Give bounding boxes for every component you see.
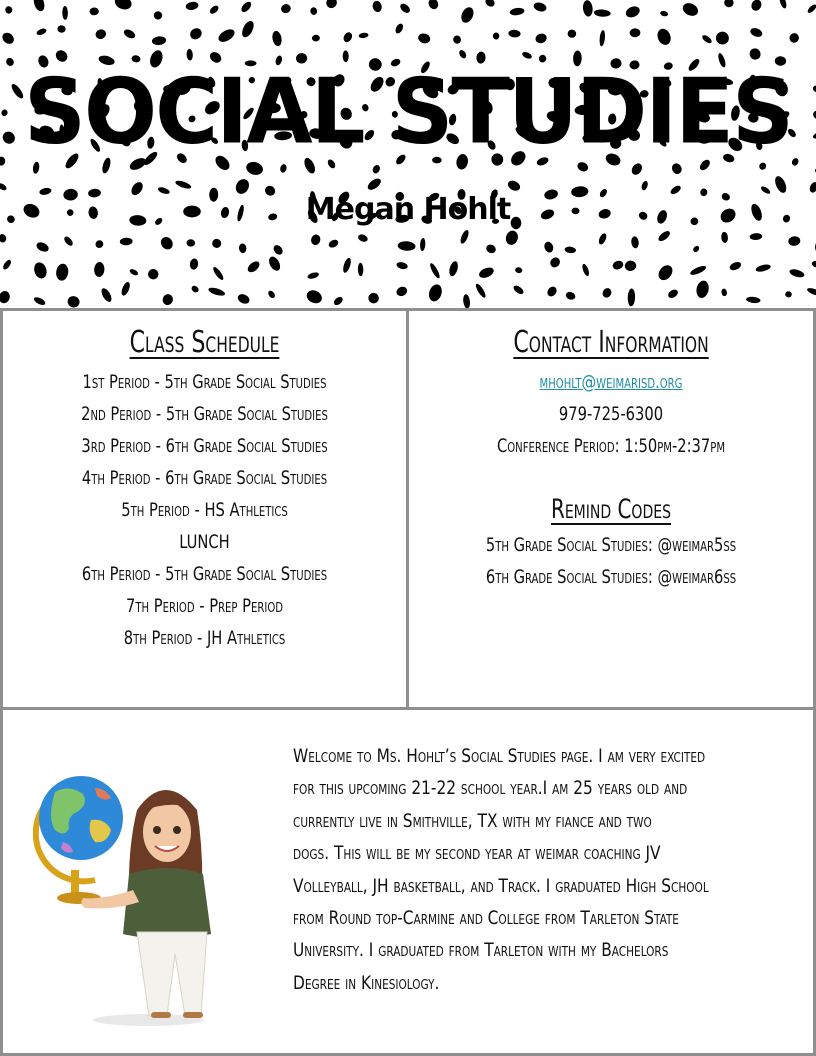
pattern-spot — [372, 0, 383, 13]
pattern-spot — [342, 31, 354, 44]
pattern-spot — [129, 268, 139, 277]
remind-codes-heading: Remind Codes — [550, 494, 672, 525]
pattern-spot — [366, 291, 381, 305]
pattern-spot — [397, 241, 415, 252]
schedule-item: 2nd Period - 5th Grade Social Studies — [81, 403, 328, 425]
pattern-spot — [597, 232, 607, 245]
pattern-spot — [681, 1, 701, 19]
pattern-spot — [2, 259, 13, 271]
pattern-spot — [721, 232, 729, 244]
pattern-spot — [280, 3, 292, 14]
pattern-spot — [493, 32, 500, 39]
pattern-spot — [601, 287, 613, 300]
page-title: SOCIAL STUDIES — [24, 59, 792, 165]
pattern-spot — [660, 10, 669, 17]
pattern-spot — [305, 288, 325, 306]
pattern-spot — [208, 286, 226, 297]
pattern-spot — [158, 235, 175, 252]
pattern-spot — [327, 238, 339, 249]
pattern-spot — [399, 2, 412, 15]
pattern-spot — [420, 238, 426, 251]
schedule-item: 4th Period - 6th Grade Social Studies — [81, 467, 328, 489]
pattern-spot — [594, 9, 611, 17]
pattern-spot — [533, 1, 548, 13]
pattern-spot — [755, 263, 771, 273]
pattern-spot — [236, 292, 251, 305]
pattern-spot — [548, 255, 562, 269]
bio-line: for this upcoming 21-22 school year.I am 25 years old and — [293, 777, 688, 800]
pattern-spot — [509, 7, 525, 16]
pattern-spot — [32, 0, 46, 12]
pattern-spot — [417, 32, 431, 45]
pattern-spot — [427, 283, 444, 303]
pattern-spot — [185, 1, 199, 11]
pattern-spot — [395, 285, 409, 298]
pattern-spot — [271, 30, 283, 47]
bio-paragraph — [293, 740, 788, 999]
schedule-item: 8th Period - JH Athletics — [123, 627, 286, 649]
pattern-spot — [749, 233, 762, 241]
pattern-spot — [267, 289, 276, 299]
bio-line: Degree in Kinesiology. — [293, 971, 440, 994]
pattern-spot — [629, 28, 640, 37]
pattern-spot — [120, 281, 132, 297]
pattern-spot — [788, 32, 800, 45]
pattern-spot — [655, 27, 673, 47]
pattern-spot — [312, 34, 321, 41]
pattern-spot — [788, 236, 801, 247]
schedule-item: LUNCH — [179, 531, 230, 553]
pattern-spot — [582, 0, 593, 17]
pattern-spot — [307, 271, 320, 280]
pattern-spot — [210, 237, 223, 250]
pattern-spot — [462, 294, 470, 308]
pattern-spot — [62, 6, 68, 20]
pattern-spot — [240, 0, 253, 14]
pattern-spot — [188, 26, 204, 42]
phone-number: 979-725-6300 — [558, 403, 664, 425]
pattern-spot — [713, 29, 731, 47]
pattern-spot — [151, 36, 166, 46]
pattern-spot — [749, 27, 763, 39]
pattern-spot — [506, 179, 522, 193]
bio-line: Welcome to Ms. Hohlt’s Social Studies page. I am very excited — [293, 745, 706, 767]
pattern-spot — [778, 0, 787, 9]
pattern-spot — [122, 28, 136, 40]
pattern-spot — [750, 0, 763, 12]
pattern-spot — [186, 239, 195, 247]
pattern-spot — [358, 32, 368, 39]
pattern-spot — [153, 11, 163, 20]
schedule-item: 5th Period - HS Athletics — [121, 499, 288, 521]
pattern-spot — [627, 288, 635, 306]
pattern-spot — [667, 288, 680, 300]
pattern-spot — [567, 29, 576, 38]
contact-information-heading: Contact Information — [513, 325, 709, 360]
schedule-item: 6th Period - 5th Grade Social Studies — [81, 563, 328, 585]
pattern-spot — [545, 285, 558, 299]
pattern-spot — [36, 27, 48, 36]
pattern-spot — [624, 4, 641, 19]
pattern-spot — [695, 279, 710, 299]
email-link[interactable]: mhohlt@weimarisd.org — [539, 371, 683, 393]
pattern-spot — [120, 237, 133, 245]
remind-code: 5th Grade Social Studies: @weimar5ss — [485, 534, 737, 556]
pattern-spot — [459, 5, 476, 25]
pattern-spot — [99, 287, 113, 304]
pattern-spot — [161, 293, 175, 307]
pattern-spot — [358, 263, 364, 276]
teacher-avatar — [33, 750, 243, 1030]
pattern-spot — [543, 240, 555, 253]
pattern-spot — [366, 176, 383, 192]
pattern-spot — [656, 263, 676, 283]
pattern-spot — [332, 295, 344, 306]
pattern-spot — [429, 262, 442, 279]
bio-line: currently live in Smithville, TX with my fiance and two — [293, 809, 652, 832]
bio-line: University. I graduated from Tarleton with my Bachelors — [293, 939, 669, 962]
teacher-name: Megan Hohlt — [305, 192, 511, 227]
pattern-spot — [63, 235, 75, 247]
pattern-spot — [0, 233, 7, 243]
pattern-spot — [146, 267, 161, 282]
pattern-spot — [728, 260, 742, 271]
schedule-list — [3, 366, 406, 654]
pattern-spot — [806, 3, 816, 14]
pattern-spot — [564, 246, 576, 254]
pattern-spot — [325, 0, 339, 10]
pattern-spot — [310, 233, 322, 246]
pattern-spot — [484, 0, 497, 8]
pattern-spot — [35, 240, 50, 253]
contact-information-panel — [406, 308, 816, 710]
bio-line: dogs. This will be my second year at weimar coaching JV — [293, 842, 661, 865]
pattern-spot — [512, 284, 525, 296]
email-row — [437, 366, 784, 398]
pattern-spot — [721, 288, 728, 296]
pattern-spot — [208, 4, 220, 15]
pattern-spot — [174, 179, 192, 190]
pattern-spot — [448, 260, 460, 277]
pattern-spot — [459, 229, 470, 245]
pattern-spot — [33, 296, 47, 307]
pattern-spot — [515, 267, 523, 274]
header-banner — [0, 0, 816, 308]
pattern-spot — [0, 290, 11, 305]
pattern-spot — [357, 233, 369, 243]
pattern-spot — [723, 0, 734, 8]
pattern-spot — [113, 0, 134, 12]
pattern-spot — [279, 163, 287, 173]
pattern-spot — [452, 35, 462, 45]
pattern-spot — [485, 243, 497, 255]
pattern-spot — [458, 49, 468, 60]
pattern-spot — [190, 284, 200, 293]
pattern-spot — [746, 296, 761, 304]
pattern-spot — [427, 0, 440, 11]
pattern-spot — [474, 282, 487, 298]
pattern-spot — [631, 236, 640, 249]
class-schedule-panel — [0, 308, 409, 710]
bio-line: from Round top-Carmine and College from Tarleton State — [293, 907, 679, 930]
pattern-spot — [66, 294, 81, 308]
pattern-spot — [94, 239, 105, 250]
pattern-spot — [640, 180, 648, 191]
pattern-spot — [32, 261, 48, 280]
pattern-spot — [806, 287, 816, 297]
pattern-spot — [394, 22, 405, 34]
bio-line: Volleyball, JH basketball, and Track. I graduated High School — [293, 874, 709, 897]
pattern-spot — [624, 260, 637, 272]
pattern-spot — [342, 257, 353, 274]
pattern-spot — [701, 34, 713, 45]
pattern-spot — [94, 28, 107, 40]
schedule-item: 3rd Period - 6th Grade Social Studies — [81, 435, 328, 457]
pattern-spot — [789, 268, 806, 279]
schedule-item: 1st Period - 5th Grade Social Studies — [82, 371, 327, 393]
pattern-spot — [611, 259, 624, 271]
pattern-spot — [5, 6, 13, 15]
pattern-spot — [599, 30, 606, 47]
pattern-spot — [212, 266, 225, 282]
bio-panel — [0, 707, 816, 1056]
schedule-item: 7th Period - Prep Period — [126, 595, 283, 617]
pattern-spot — [246, 259, 262, 274]
conference-period: Conference Period: 1:50pm-2:37pm — [496, 435, 726, 457]
class-schedule-heading: Class Schedule — [129, 325, 280, 360]
pattern-spot — [216, 27, 236, 45]
pattern-spot — [689, 264, 707, 276]
pattern-spot — [371, 164, 381, 175]
pattern-spot — [238, 243, 247, 253]
pattern-spot — [504, 229, 519, 246]
pattern-spot — [189, 258, 199, 270]
pattern-spot — [396, 261, 409, 270]
pattern-spot — [508, 29, 521, 37]
pattern-spot — [0, 182, 8, 192]
pattern-spot — [657, 229, 672, 243]
pattern-spot — [272, 243, 285, 256]
pattern-spot — [94, 262, 105, 278]
pattern-spot — [811, 260, 816, 269]
pattern-spot — [0, 31, 16, 47]
pattern-spot — [565, 291, 577, 301]
pattern-spot — [692, 245, 700, 254]
pattern-spot — [785, 291, 792, 297]
pattern-spot — [267, 255, 283, 273]
pattern-spot — [55, 263, 69, 282]
pattern-spot — [89, 7, 99, 15]
pattern-spot — [240, 19, 256, 39]
remind-code: 6th Grade Social Studies: @weimar6ss — [485, 566, 737, 588]
pattern-spot — [310, 7, 318, 16]
avatar-globe-icon — [33, 750, 243, 1030]
pattern-spot — [478, 266, 496, 280]
pattern-spot — [581, 263, 590, 277]
pattern-spot — [534, 32, 548, 44]
pattern-spot — [57, 25, 66, 33]
